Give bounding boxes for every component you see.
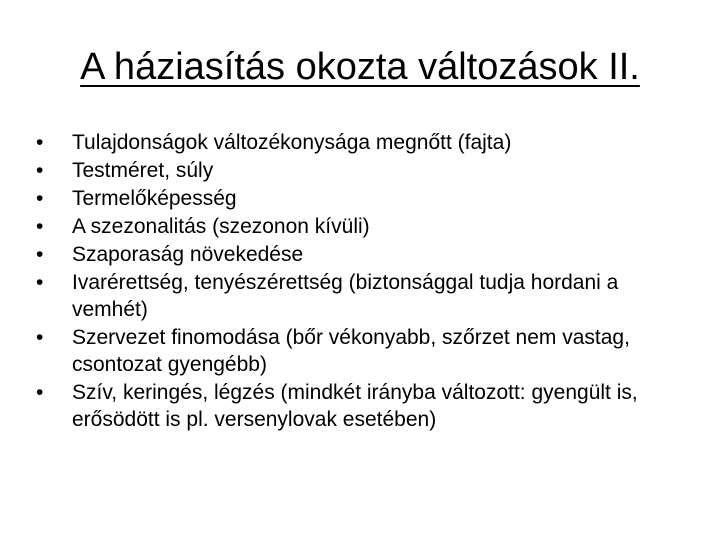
list-item [36,157,676,184]
bullet-text: Ivarérettség, tenyészérettség (biztonsággal tudja hordani a vemhét) [72,271,619,321]
bullet-text: Szaporaság növekedése [72,243,304,266]
list-item [36,129,676,156]
bullet-text: Tulajdonságok változékonysága megnőtt (fajta) [72,131,512,154]
bullet-icon: • [36,381,44,404]
slide-title [0,42,720,92]
bullet-text: Testméret, súly [72,159,214,182]
list-item [36,185,676,212]
list-item [36,379,676,433]
bullet-icon: • [36,271,44,294]
list-item [36,213,676,240]
bullet-text: Szervezet finomodása (bőr vékonyabb, szőrzet nem vastag, csontozat gyengébb) [72,326,630,376]
list-item [36,324,676,378]
bullet-icon: • [36,243,44,266]
bullet-icon: • [36,326,44,349]
bullet-text: Szív, keringés, légzés (mindkét irányba változott: gyengült is, erősödött is pl. versenylovak esetében) [72,381,638,431]
list-item [36,241,676,268]
bullet-icon: • [36,131,44,154]
bullet-text: A szezonalitás (szezonon kívüli) [72,215,370,238]
bullet-list [36,129,676,434]
bullet-icon: • [36,215,44,238]
bullet-text: Termelőképesség [72,187,237,210]
list-item [36,269,676,323]
bullet-icon: • [36,159,44,182]
slide-title-text: A háziasítás okozta változások II. [80,46,640,88]
bullet-icon: • [36,187,44,210]
